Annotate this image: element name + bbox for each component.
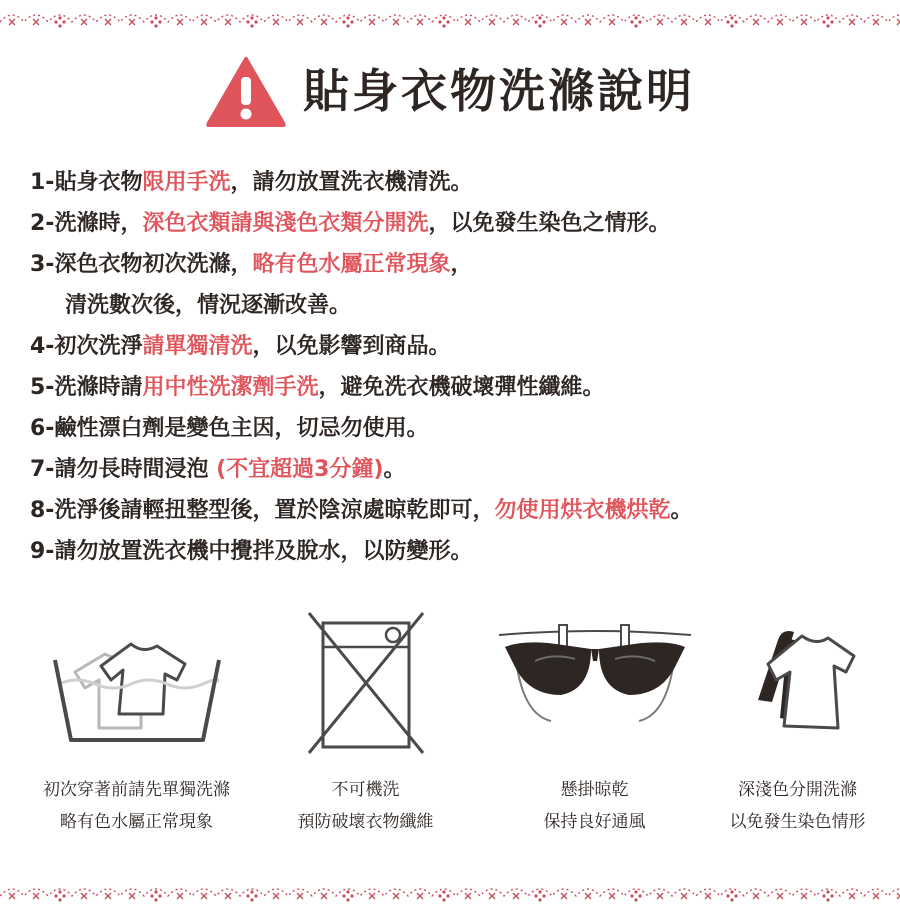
rule-highlight-text: 略有色水屬正常現象 [252,252,451,277]
warning-triangle-icon [205,55,287,127]
icon-caption-line2: 預防破壞衣物纖維 [297,812,434,832]
care-rules-list [30,162,880,572]
rule-text: 4-初次洗淨 [30,334,143,359]
bottom-decorative-border [0,874,900,914]
rule-highlight-text: 勿使用烘衣機烘乾 [494,498,671,523]
title-row [0,55,900,127]
icon-item-hand-wash [24,600,249,860]
icon-item-separate-colors [685,600,900,860]
rule-text: ，請勿放置洗衣機清洗。 [230,170,473,195]
rule-text: ，避免洗衣機破壞彈性纖維。 [318,375,605,400]
hanging-bra-icon [495,605,695,755]
care-rule [30,285,880,326]
care-rule [30,326,880,367]
rule-text: 清洗數次後，情況逐漸改善。 [65,293,352,318]
care-rule [30,408,880,449]
rule-text: 8-洗淨後請輕扭整型後，置於陰涼處晾乾即可， [30,498,495,523]
rule-text: 9-請勿放置洗衣機中攪拌及脫水，以防變形。 [30,539,473,564]
rule-text: ， [450,252,473,277]
icon-caption-line2: 保持良好通風 [543,812,646,832]
icon-caption-line1: 初次穿著前請先單獨洗滌 [43,780,230,800]
icon-caption-line1: 深淺色分開洗滌 [738,780,857,800]
rule-highlight-text: 深色衣類請與淺色衣類分開洗 [142,211,429,236]
top-decorative-border [0,0,900,40]
care-rule [30,367,880,408]
care-icons-row [0,600,900,860]
care-rule [30,244,880,285]
rule-text: ，以免影響到商品。 [252,334,451,359]
rule-text: 。 [383,457,406,482]
rule-highlight-text: 用中性洗潔劑手洗 [142,375,319,400]
icon-caption-line1: 不可機洗 [331,780,400,800]
rule-text: 7-請勿長時間浸泡 [30,457,217,482]
care-rule [30,490,880,531]
rule-text: 1-貼身衣物 [30,170,143,195]
rule-highlight-text: (不宜超過3分鐘) [216,457,384,482]
rule-text: ，以免發生染色之情形。 [428,211,671,236]
care-rule [30,449,880,490]
care-rule [30,203,880,244]
page-title: 貼身衣物洗滌說明 [303,64,695,118]
rule-text: 2-洗滌時， [30,211,143,236]
rule-text: 。 [670,498,693,523]
rule-highlight-text: 限用手洗 [142,170,231,195]
rule-text: 3-深色衣物初次洗滌， [30,252,253,277]
icon-item-no-machine-wash [253,600,478,860]
rule-text: 6-鹼性漂白劑是變色主因，切忌勿使用。 [30,416,429,441]
care-rule [30,531,880,572]
care-rule [30,162,880,203]
icon-caption-line1: 懸掛晾乾 [560,780,629,800]
hand-wash-basin-icon [47,610,227,750]
separate-colors-icon [728,610,868,750]
rule-highlight-text: 請單獨清洗 [142,334,253,359]
icon-caption-line2: 略有色水屬正常現象 [60,812,213,832]
rule-text: 5-洗滌時請 [30,375,143,400]
no-machine-wash-icon [301,605,431,755]
icon-item-hang-dry [482,600,707,860]
icon-caption-line2: 以免發生染色情形 [729,812,866,832]
